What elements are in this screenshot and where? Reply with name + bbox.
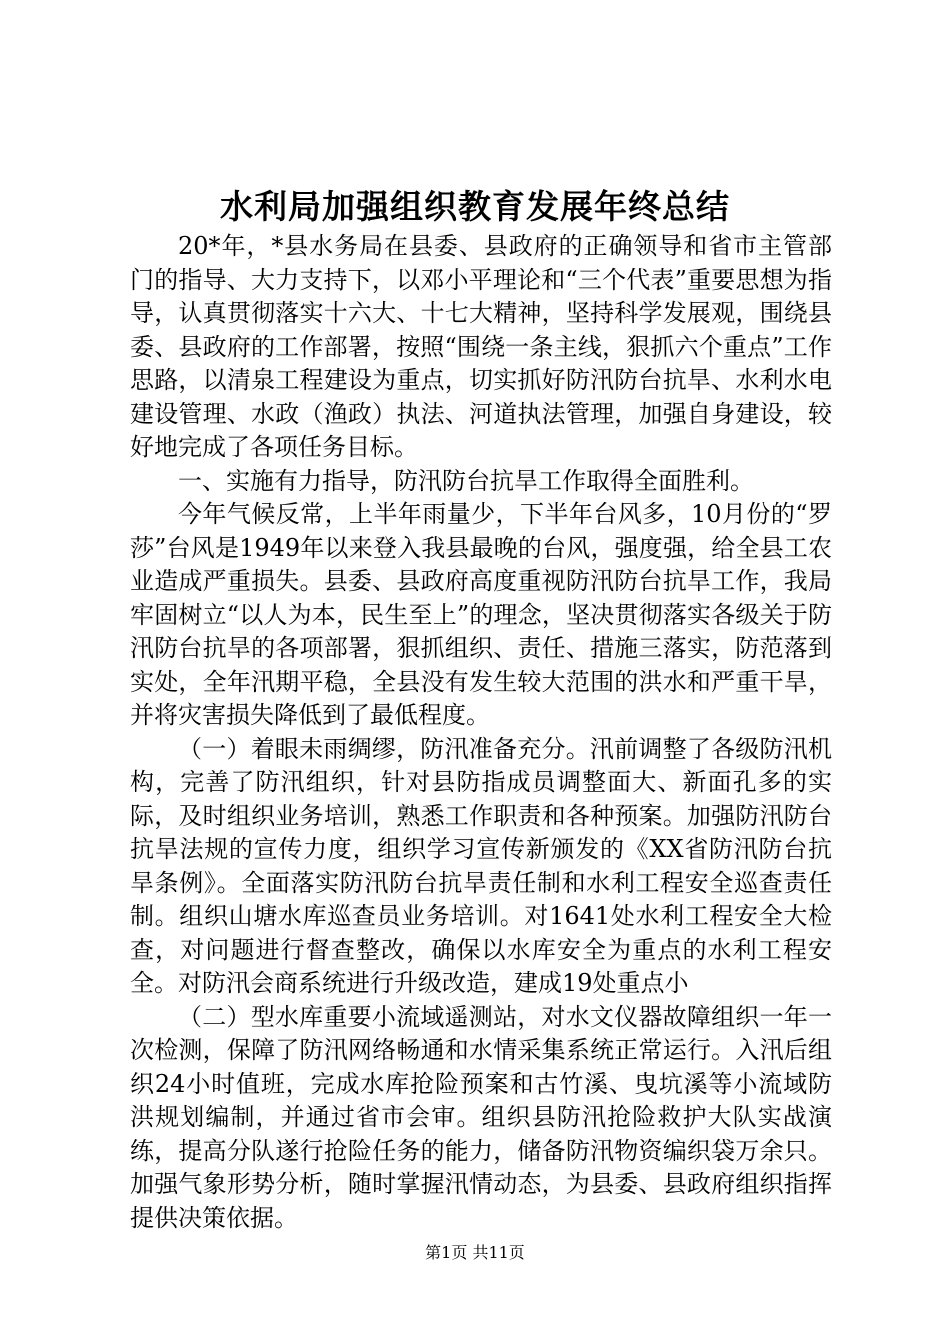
page-footer: 第1页 共11页 [425,1243,525,1262]
subsection-paragraph-1: （一）着眼未雨绸缪，防汛准备充分。汛前调整了各级防汛机构，完善了防汛组织，针对县防指成员调整面大、新面孔多的实际，及时组织业务培训，熟悉工作职责和各种预案。加强防汛防台抗旱法规的宣传力度，组织学习宣传新颁发的《XX省防汛防台抗旱条例》。全面落实防汛防台抗旱责任制和水利工程安全巡查责任制。组织山塘水库巡查员业务培训。对1641处水利工程安全大检查，对问题进行督查整改，确保以水库安全为重点的水利工程安全。对防汛会商系统进行升级改造，建成19处重点小 [130,734,832,997]
subsection-paragraph-2: （二）型水库重要小流域遥测站，对水文仪器故障组织一年一次检测，保障了防汛网络畅通和水情采集系统正常运行。入汛后组织24小时值班，完成水库抢险预案和古竹溪、曳坑溪等小流域防洪规划编制，并通过省市会审。组织县防汛抢险救护大队实战演练，提高分队遂行抢险任务的能力，储备防汛物资编织袋万余只。加强气象形势分析，随时掌握汛情动态，为县委、县政府组织指挥提供决策依据。 [130,1002,832,1232]
intro-paragraph: 20*年，*县水务局在县委、县政府的正确领导和省市主管部门的指导、大力支持下，以邓小平理论和“三个代表”重要思想为指导，认真贯彻落实十六大、十七大精神，坚持科学发展观，围绕县委、县政府的工作部署，按照“围绕一条主线，狠抓六个重点”工作思路，以清泉工程建设为重点，切实抓好防汛防台抗旱、水利水电建设管理、水政（渔政）执法、河道执法管理，加强自身建设，较好地完成了各项任务目标。 [130,232,832,461]
document-title: 水利局加强组织教育发展年终总结 [220,187,730,226]
section-paragraph-1: 今年气候反常，上半年雨量少，下半年台风多，10月份的“罗莎”台风是1949年以来登入我县最晚的台风，强度强，给全县工农业造成严重损失。县委、县政府高度重视防汛防台抗旱工作，我局牢固树立“以人为本，民生至上”的理念，坚决贯彻落实各级关于防汛防台抗旱的各项部署，狠抓组织、责任、措施三落实，防范落到实处，全年汛期平稳，全县没有发生较大范围的洪水和严重干旱，并将灾害损失降低到了最低程度。 [130,500,832,729]
document-body [130,230,832,1235]
section-heading-1: 一、实施有力指导，防汛防台抗旱工作取得全面胜利。 [178,466,754,495]
